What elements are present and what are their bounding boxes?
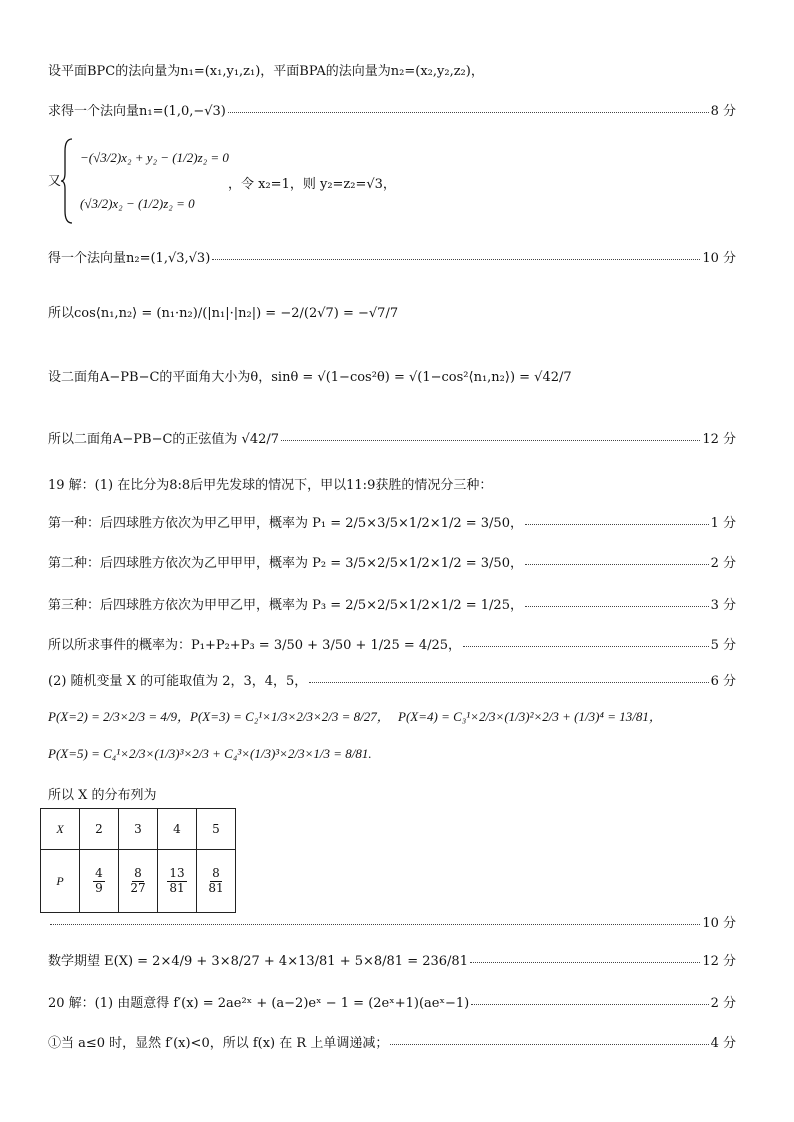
score-leader-dots	[309, 682, 708, 683]
table-cell: 5	[197, 809, 236, 850]
equation-system-lead: 又	[48, 174, 62, 189]
normal-vector-n1-line	[48, 100, 736, 119]
score-leader-dots	[228, 112, 709, 113]
score-mark: 2 分	[710, 996, 736, 1011]
case-1-line: 第一种：后四球胜方依次为甲乙甲甲，概率为 P₁ = 2/5×3/5×1/2×1/2 = 3/50， 1 分	[48, 512, 736, 531]
prob-x2: P(X=2) = 2/3×2/3 = 4/9，	[48, 709, 190, 724]
table-row-p	[41, 850, 236, 913]
question-19-header: 19 解：(1) 在比分为8:8后甲先发球的情况下，甲以11:9获胜的情况分三种：	[48, 478, 493, 493]
score-mark: 5 分	[710, 638, 736, 653]
score-leader-dots	[390, 1044, 708, 1045]
table-cell: $\frac{8}{27}$	[119, 850, 158, 913]
score-mark: 4 分	[710, 1036, 736, 1051]
prob-x4: P(X=4) = C₃¹×2/3×(1/3)²×2/3 + (1/3)⁴ = 13/81，	[398, 709, 662, 724]
prob-x5: P(X=5) = C₄¹×2/3×(1/3)³×2/3 + C₄³×(1/3)³×2/3×1/3 = 8/81.	[48, 746, 372, 761]
case-3-line: 第三种：后四球胜方依次为甲甲乙甲，概率为 P₃ = 2/5×2/5×1/2×1/2 = 1/25， 3 分	[48, 594, 736, 613]
score-mark: 3 分	[710, 598, 736, 613]
score-mark: 10 分	[702, 251, 736, 266]
distribution-title: 所以 X 的分布列为	[48, 788, 157, 803]
cosine-text: 所以cos⟨n₁,n₂⟩ = (n₁·n₂)/(|n₁|·|n₂|) = −2/(2√7) = −√7/7	[48, 306, 399, 321]
expectation-line: 数学期望 E(X) = 2×4/9 + 3×8/27 + 4×13/81 + 5×8/81 = 236/81 12 分	[48, 950, 736, 969]
question-20-line: 20 解：(1) 由题意得 f′(x) = 2ae²ˣ + (a−2)eˣ − 1 = (2eˣ+1)(aeˣ−1) 2 分	[48, 992, 736, 1011]
score-leader-dots	[525, 564, 709, 565]
table-cell: 4	[158, 809, 197, 850]
score-mark: 1 分	[710, 516, 736, 531]
prob-x3: P(X=3) = C₂¹×1/3×2/3×2/3 = 8/27，	[190, 709, 390, 724]
table-cell: 3	[119, 809, 158, 850]
score-mark: 6 分	[710, 674, 736, 689]
cosine-line	[48, 302, 736, 321]
score-leader-dots	[212, 259, 700, 260]
score-mark: 8 分	[710, 104, 736, 119]
score-mark: 12 分	[702, 954, 736, 969]
score-leader-dots	[470, 962, 700, 963]
sine-result-text: 所以二面角A−PB−C的正弦值为 √42/7	[48, 432, 280, 447]
dihedral-angle-text: 设二面角A−PB−C的平面角大小为θ，sinθ = √(1−cos²θ) = √(1−cos²⟨n₁,n₂⟩) = √42/7	[48, 370, 572, 385]
score-leader-dots	[525, 606, 709, 607]
sine-result-line	[48, 428, 736, 447]
score-mark: 12 分	[702, 432, 736, 447]
distribution-table	[40, 808, 236, 913]
score-leader-dots	[281, 440, 700, 441]
table-header-x: X	[41, 809, 80, 850]
normal-vector-setup-line	[48, 60, 736, 79]
score-leader-dots	[463, 646, 709, 647]
table-cell: $\frac{4}{9}$	[80, 850, 119, 913]
table-cell: $\frac{13}{81}$	[158, 850, 197, 913]
table-cell: 2	[80, 809, 119, 850]
question-19-part-2-line: (2) 随机变量 X 的可能取值为 2，3，4，5， 6 分	[48, 670, 736, 689]
table-header-p: P	[41, 850, 80, 913]
table-row-x	[41, 809, 236, 850]
equation-system-row-2: (√3/2)x₂ − (1/2)z₂ = 0	[80, 196, 195, 211]
distribution-score-line	[48, 912, 736, 931]
normal-vector-n2-text: 得一个法向量n₂=(1,√3,√3)	[48, 251, 211, 266]
normal-vector-n2-line	[48, 247, 736, 266]
table-cell: $\frac{8}{81}$	[197, 850, 236, 913]
equation-system-tail: ，令 x₂=1，则 y₂=z₂=√3，	[228, 177, 396, 192]
dihedral-angle-line	[48, 366, 736, 385]
score-leader-dots	[471, 1004, 708, 1005]
score-leader-dots	[50, 924, 700, 925]
normal-vector-setup-text: 设平面BPC的法向量为n₁=(x₁,y₁,z₁)，平面BPA的法向量为n₂=(x₂,y₂,z₂)，	[48, 64, 484, 79]
probability-sum-line: 所以所求事件的概率为：P₁+P₂+P₃ = 3/50 + 3/50 + 1/25 = 4/25， 5 分	[48, 634, 736, 653]
score-mark: 2 分	[710, 556, 736, 571]
normal-vector-n1-text: 求得一个法向量n₁=(1,0,−√3)	[48, 104, 226, 119]
score-mark: 10 分	[702, 916, 736, 931]
question-20-case-1-line: ①当 a≤0 时，显然 f′(x)<0，所以 f(x) 在 R 上单调递减； 4 分	[48, 1032, 736, 1051]
left-brace-icon	[60, 137, 74, 225]
equation-system-row-1: −(√3/2)x₂ + y₂ − (1/2)z₂ = 0	[80, 150, 229, 165]
case-2-line: 第二种：后四球胜方依次为乙甲甲甲，概率为 P₂ = 3/5×2/5×1/2×1/2 = 3/50， 2 分	[48, 552, 736, 571]
score-leader-dots	[525, 524, 709, 525]
